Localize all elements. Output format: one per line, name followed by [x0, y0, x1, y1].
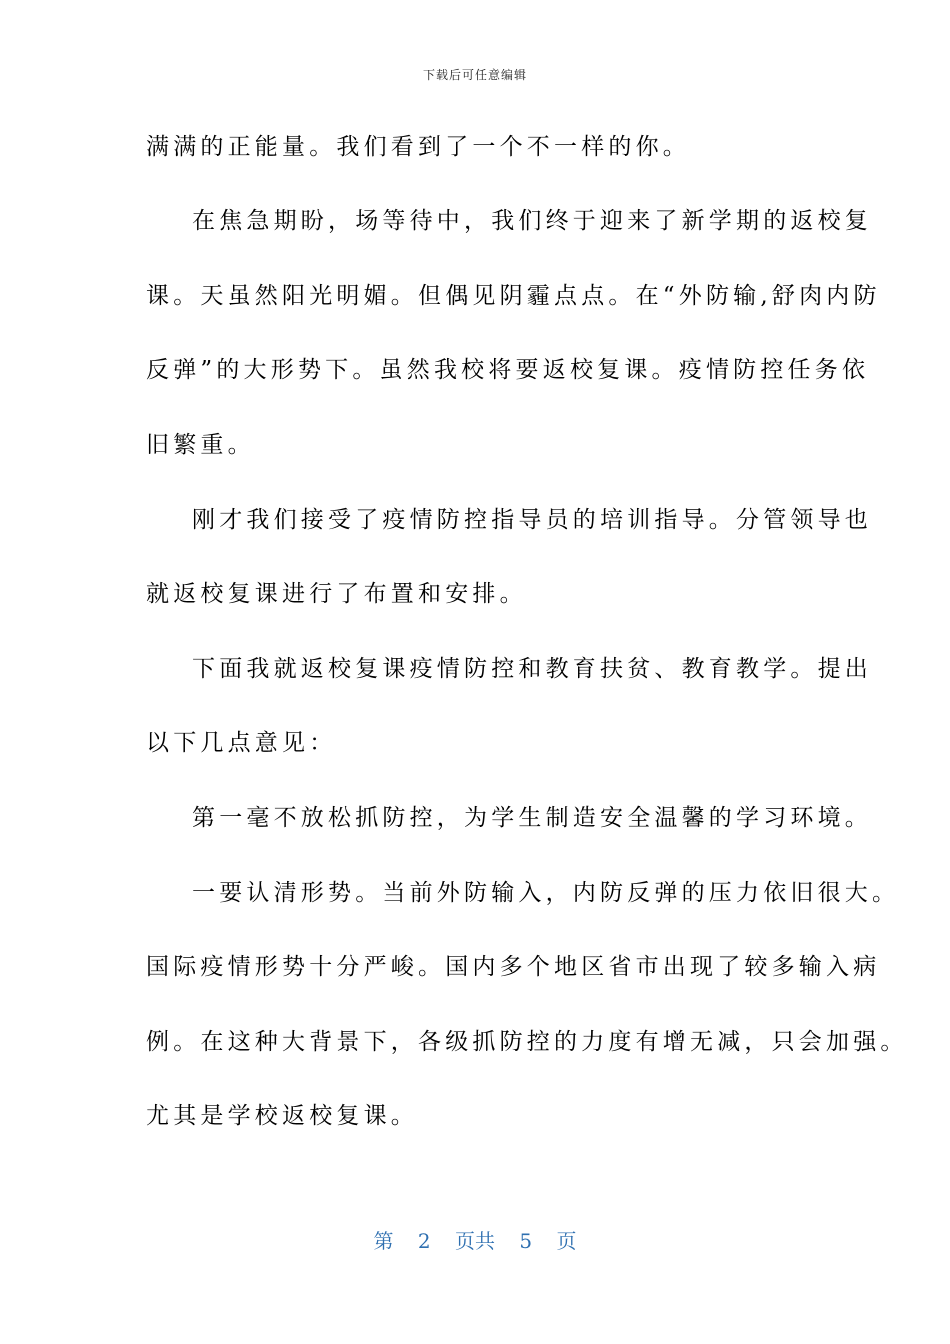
body-line: 一要认清形势。当前外防输入，内防反弹的压力依旧很大。: [192, 880, 900, 906]
body-line: 以下几点意见：: [146, 730, 337, 756]
body-line: 刚才我们接受了疫情防控指导员的培训指导。分管领导也: [192, 507, 872, 533]
body-line: 旧繁重。: [146, 432, 255, 458]
body-line: 第一毫不放松抓防控，为学生制造安全温馨的学习环境。: [192, 805, 872, 831]
body-line: 例。在这种大背景下，各级抓防控的力度有增无减，只会加强。: [146, 1029, 908, 1055]
body-line: 满满的正能量。我们看到了一个不一样的你。: [146, 134, 690, 160]
header-note: 下载后可任意编辑: [422, 68, 527, 82]
body-line: 下面我就返校复课疫情防控和教育扶贫、教育教学。提出: [192, 656, 872, 682]
page-footer: [0, 1225, 950, 1254]
footer-page-number: 2: [417, 1229, 431, 1253]
body-line: 国际疫情形势十分严峻。国内多个地区省市出现了较多输入病: [146, 954, 881, 980]
footer-suffix: 页: [556, 1229, 577, 1253]
body-line: 反弹”的大形势下。虽然我校将要返校复课。疫情防控任务依: [146, 357, 870, 383]
footer-middle: 页共: [455, 1229, 495, 1253]
footer-total-pages: 5: [519, 1229, 533, 1253]
footer-prefix: 第: [373, 1229, 394, 1253]
body-line: 尤其是学校返校复课。: [146, 1103, 418, 1129]
body-line: 课。天虽然阳光明媚。但偶见阴霾点点。在“外防输,舒肉内防: [146, 283, 881, 309]
body-line: 在焦急期盼，场等待中，我们终于迎来了新学期的返校复: [192, 208, 872, 234]
body-line: 就返校复课进行了布置和安排。: [146, 581, 527, 607]
